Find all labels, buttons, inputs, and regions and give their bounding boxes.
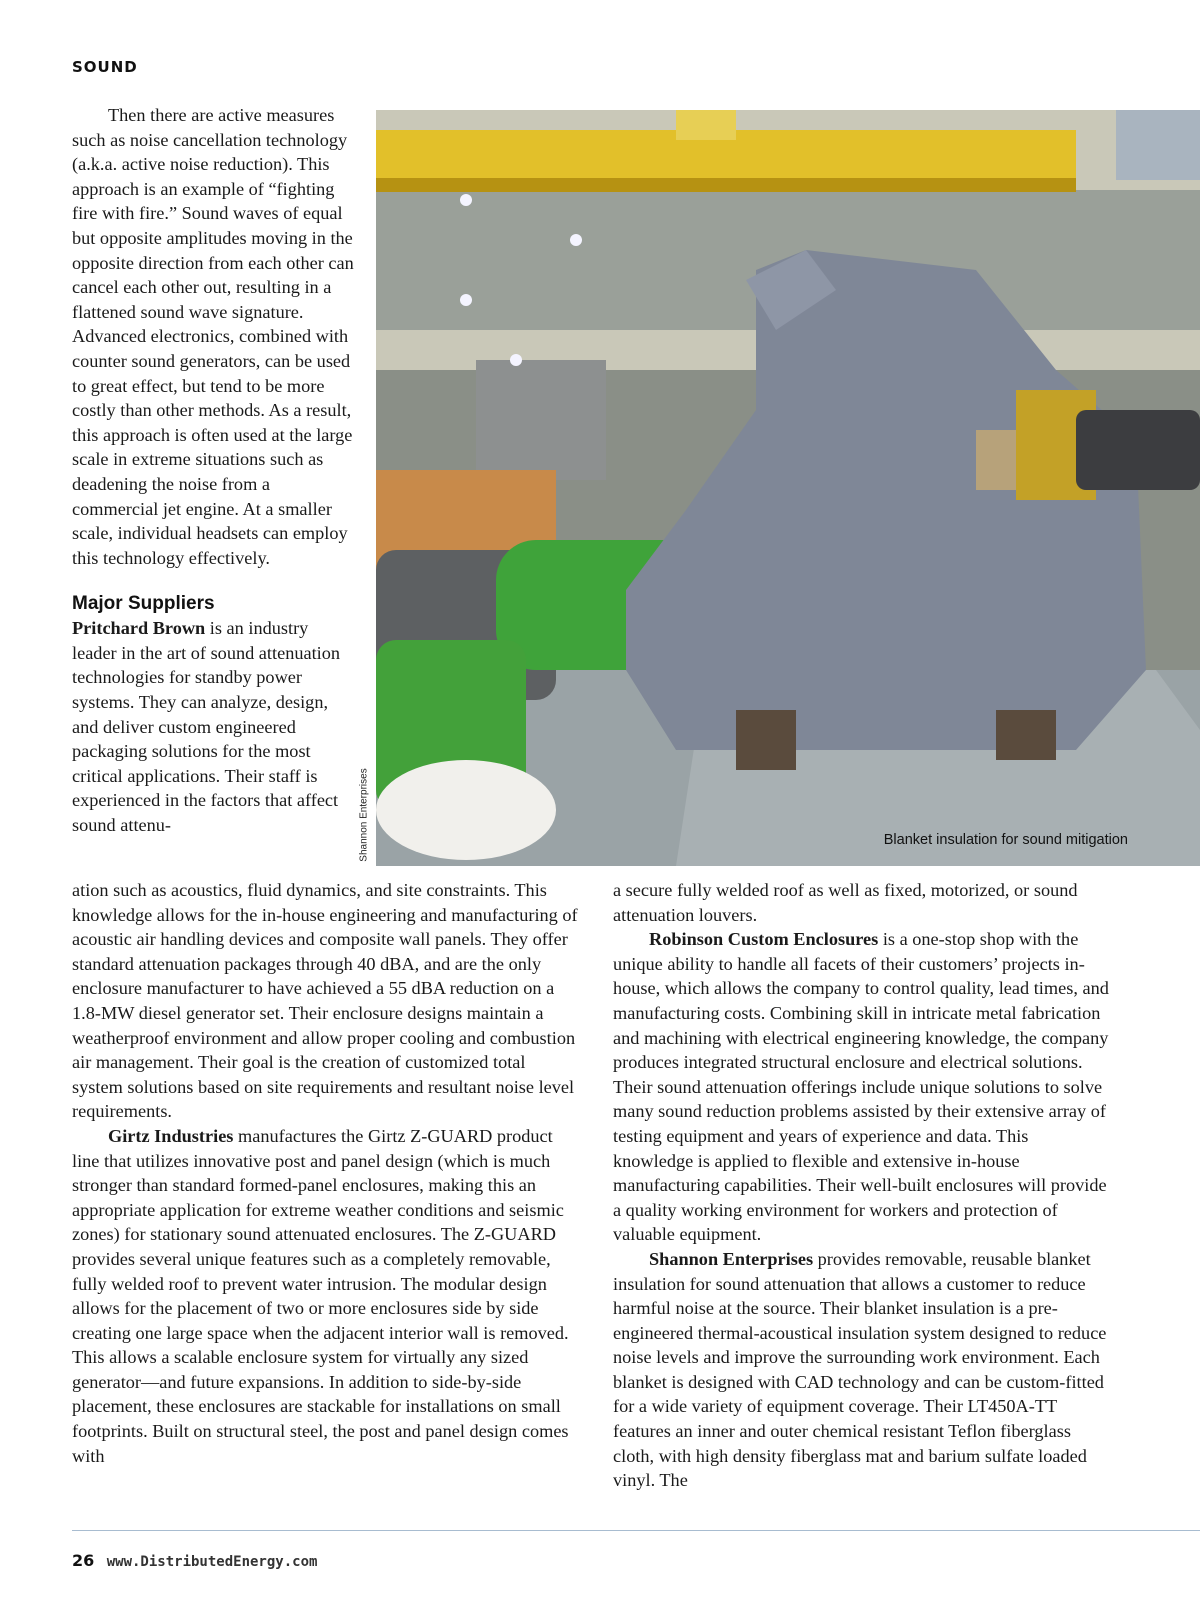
girtz-paragraph xyxy=(72,1124,578,1468)
footer-rule xyxy=(72,1530,1200,1531)
girtz-text: manufactures the Girtz Z-GUARD product line that utilizes innovative post and panel design (which is much stronger than standard formed-panel enclosures, making this an appropriate application for extreme weather conditions and seismic zones) for stationary sound attenuated enclosures. The Z-GUARD provides several unique features such as a completely removable, fully welded roof to prevent water intrusion. The modular design allows for the placement of two or more enclosures side by side creating one large space when the adjacent interior wall is removed. This allows a scalable enclosure system for virtually any sized generator—and future expansions. In addition to side-by-side placement, these enclosures are stackable for installations on small footprints. Built on structural steel, the post and panel design comes with xyxy=(72,1125,569,1466)
photo-credit xyxy=(356,760,372,870)
major-suppliers-heading: Major Suppliers xyxy=(72,593,215,615)
narrow-column xyxy=(72,103,354,838)
pritchard-continued: ation such as acoustics, fluid dynamics, and site constraints. This knowledge allows for the in-house engineering and manufacturing of acoustic air handling devices and composite wall panels. They offer standard attenuation packages through 40 dBA, and are the only enclosure manufacturer to have achieved a 55 dBA reduction on a 1.8-MW diesel generator set. Their enclosure designs maintain a weatherproof environment and allow proper cooling and combustion air management. Their goal is the creation of customized total system solutions based on site requirements and resultant noise level requirements. xyxy=(72,880,578,1122)
girtz-continued: a secure fully welded roof as well as fixed, motorized, or sound attenuation louvers. xyxy=(613,880,1078,925)
footer xyxy=(72,1551,317,1570)
robinson-name: Robinson Custom Enclosures xyxy=(649,929,879,950)
shannon-paragraph xyxy=(613,1247,1113,1493)
robinson-text: is a one-stop shop with the unique ability to handle all facets of their customers’ projects in-house, which allows the company to control quality, lead times, and manufacturing costs. Combining skill in intricate metal fabrication and machining with electrical engineering knowledge, the company produces integrated structural enclosure and electrical solutions. Their sound attenuation offerings include unique solutions to solve many sound reduction problems assisted by their extensive array of testing equipment and years of experience and data. This knowledge is applied to flexible and extensive in-house manufacturing capabilities. Their well-built enclosures will provide a quality working environment for workers and protection of valuable equipment. xyxy=(613,929,1109,1245)
shannon-text: provides removable, reusable blanket insulation for sound attenuation that allows a customer to reduce harmful noise at the source. Their blanket insulation is a pre-engineered thermal-acoustical insulation system designed to reduce noise levels and improve the surrounding work environment. Each blanket is designed with CAD technology and can be custom-fitted for a wide variety of equipment coverage. Their LT450A-TT features an inner and outer chemical resistant Teflon fiberglass cloth, with high density fiberglass mat and barium sulfate loaded vinyl. The xyxy=(613,1248,1107,1491)
footer-url: www.DistributedEnergy.com xyxy=(106,1554,318,1570)
photo-caption: Blanket insulation for sound mitigation xyxy=(883,832,1128,848)
pritchard-text-a: is an industry leader in the art of sound attenuation technologies for standby power systems. They can analyze, design, and deliver custom engineered packaging solutions for the most critical applications. Their staff is experienced in the factors that affect sound attenu- xyxy=(72,618,341,836)
right-column xyxy=(613,878,1113,1493)
pritchard-paragraph xyxy=(72,616,354,837)
page-number: 26 xyxy=(72,1551,95,1570)
photo-illustration xyxy=(376,110,1200,866)
intro-paragraph: Then there are active measures such as noise cancellation technology (a.k.a. active noise reduction). This approach is an example of “fighting fire with fire.” Sound waves of equal but opposite amplitudes moving in the opposite direction from each other can cancel each other out, resulting in a flattened sound wave signature. Advanced electronics, combined with counter sound generators, can be used to great effect, but tend to be more costly than other methods. As a result, this approach is often used at the large scale in extreme situations such as deadening the noise from a commercial jet engine. At a smaller scale, individual headsets can employ this technology effectively. xyxy=(72,105,354,568)
section-label: SOUND xyxy=(72,58,138,76)
shannon-name: Shannon Enterprises xyxy=(649,1248,814,1269)
left-column xyxy=(72,878,578,1468)
photo-credit-text: Shannon Enterprises xyxy=(358,768,370,862)
girtz-name: Girtz Industries xyxy=(108,1125,234,1146)
robinson-paragraph xyxy=(613,927,1113,1247)
photo-blanket-insulation xyxy=(376,110,1200,866)
pritchard-name: Pritchard Brown xyxy=(72,618,206,639)
